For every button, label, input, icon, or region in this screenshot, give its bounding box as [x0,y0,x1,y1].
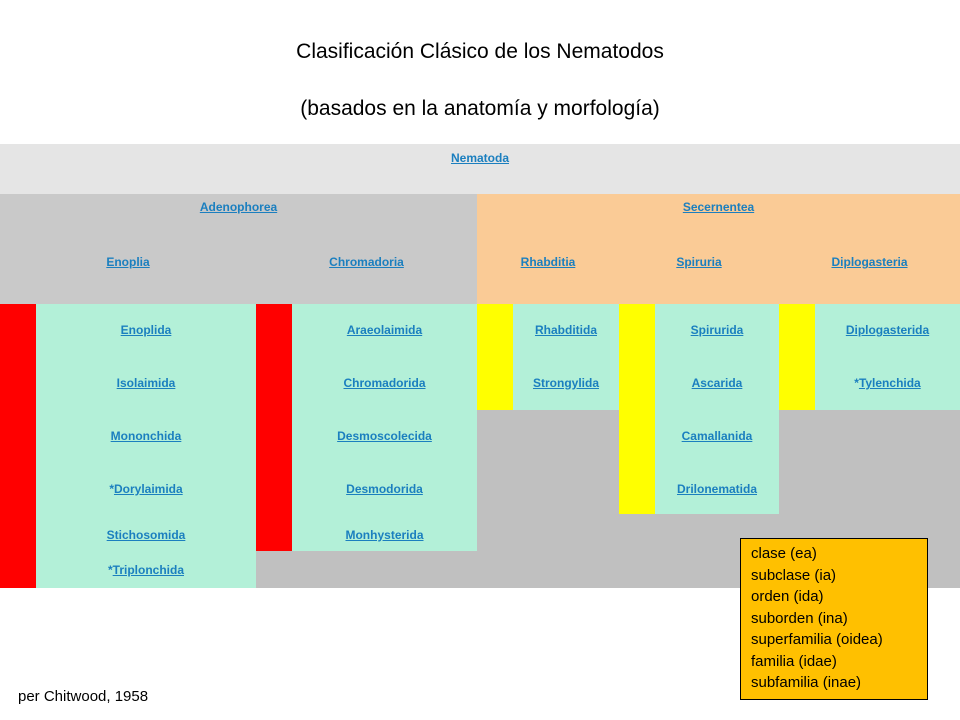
order-cell [292,474,477,504]
link-nematoda[interactable]: Nematoda [450,151,509,165]
order-cell [36,474,256,504]
order-cell [292,315,477,345]
order-cell [36,556,256,584]
order-cell [292,421,477,451]
link-rhabditia[interactable]: Rhabditia [520,255,576,269]
link-adenophorea[interactable]: Adenophorea [199,200,278,214]
link-ascarida[interactable]: Ascarida [691,376,743,390]
order-cell [655,474,779,504]
link-tylenchida[interactable]: Tylenchida [858,376,921,390]
subclass-cell-spiruria [619,248,779,276]
legend-item: subclase (ia) [751,566,837,584]
legend-item: clase (ea) [751,545,817,562]
class-cell-secernentea [477,194,960,220]
subclass-cell-chromadoria [256,248,477,276]
link-araeolaimida[interactable]: Araeolaimida [346,323,423,337]
source-credit: per Chitwood, 1958 [18,688,149,705]
legend-item: suborden (ina) [751,609,848,627]
link-enoplida[interactable]: Enoplida [120,323,172,337]
order-cell [513,315,619,345]
order-cell [655,368,779,398]
subclass-cell-rhabditia [477,248,619,276]
legend-item: familia (idae) [751,652,837,670]
link-diplogasterida[interactable]: Diplogasterida [845,323,930,337]
red-marker-chromadoria [256,304,292,551]
link-diplogasteria[interactable]: Diplogasteria [831,255,908,269]
page-title: Clasificación Clásico de los Nematodos [296,40,664,63]
link-triplonchida[interactable]: Triplonchida [112,563,184,577]
link-desmoscolecida[interactable]: Desmoscolecida [337,429,432,443]
link-dorylaimida[interactable]: Dorylaimida [113,482,183,496]
legend-item: superfamilia (oidea) [751,631,883,648]
page-subtitle: (basados en la anatomía y morfología) [300,97,660,120]
order-cell [36,368,256,398]
order-cell [36,315,256,345]
link-camallanida[interactable]: Camallanida [681,429,753,443]
red-marker-enoplia [0,304,36,588]
order-cell [655,315,779,345]
order-cell [36,421,256,451]
link-drilonematida[interactable]: Drilonematida [676,482,757,496]
legend-item: subfamilia (inae) [751,674,862,691]
subclass-cell-diplogasteria [779,248,960,276]
yellow-marker-diplogasteria [779,304,815,410]
link-mononchida[interactable]: Mononchida [110,429,182,443]
yellow-marker-spiruria [619,304,655,514]
link-rhabditida[interactable]: Rhabditida [535,323,597,337]
link-chromadorida[interactable]: Chromadorida [343,376,426,390]
order-cell [815,315,960,345]
link-spiruria[interactable]: Spiruria [676,255,722,269]
link-monhysterida[interactable]: Monhysterida [345,528,424,542]
asterisk-marker: * [854,376,859,390]
order-cell [292,520,477,550]
asterisk-marker: * [109,482,114,496]
link-desmodorida[interactable]: Desmodorida [346,482,423,496]
link-isolaimida[interactable]: Isolaimida [116,376,176,390]
yellow-marker-rhabditia [477,304,513,410]
rank-suffix-legend [740,538,928,700]
asterisk-marker: * [107,563,113,577]
link-strongylida[interactable]: Strongylida [532,376,599,390]
order-cell [815,368,960,398]
class-cell-adenophorea [0,194,477,220]
order-cell [655,421,779,451]
order-cell [513,368,619,398]
phylum-cell [0,144,960,172]
link-chromadoria[interactable]: Chromadoria [329,255,404,269]
link-spirurida[interactable]: Spirurida [690,323,744,337]
order-cell [292,368,477,398]
link-secernentea[interactable]: Secernentea [682,200,755,214]
legend-item: orden (ida) [751,588,824,605]
subclass-cell-enoplia [0,248,256,276]
link-stichosomida[interactable]: Stichosomida [106,528,186,542]
link-enoplia[interactable]: Enoplia [106,255,150,269]
order-cell [36,520,256,550]
